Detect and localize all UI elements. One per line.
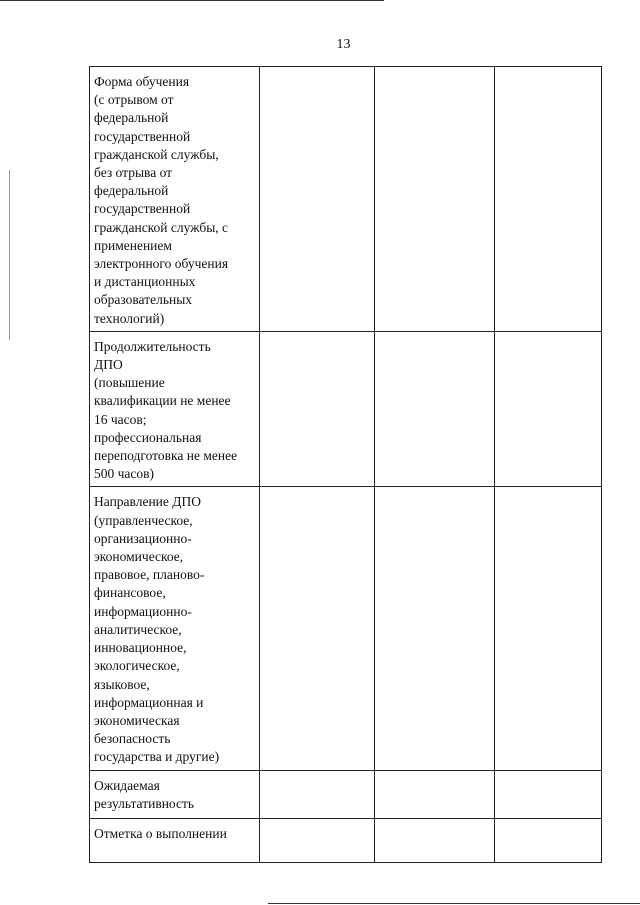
label-line: (с отрывом от	[94, 92, 174, 108]
empty-cell[interactable]	[260, 67, 375, 332]
label-line: безопасность	[94, 731, 171, 747]
empty-cell[interactable]	[260, 770, 375, 818]
label-line: экономическая	[94, 712, 180, 728]
label-line: профессиональная	[94, 429, 202, 445]
label-line: Отметка о выполнении	[94, 825, 227, 841]
label-line: 500 часов)	[94, 466, 155, 482]
label-line: 16 часов;	[94, 411, 147, 427]
scan-edge-left	[9, 170, 10, 340]
empty-cell[interactable]	[260, 818, 375, 862]
label-line: Направление ДПО	[94, 494, 201, 510]
label-line: государства и другие)	[94, 749, 220, 765]
label-line: информационная и	[94, 694, 204, 710]
empty-cell[interactable]	[495, 67, 602, 332]
empty-cell[interactable]	[495, 770, 602, 818]
label-line: квалификации не менее	[94, 393, 231, 409]
label-line: инновационное,	[94, 640, 187, 656]
scan-edge-top	[0, 0, 384, 1]
row-label-duration	[90, 331, 260, 487]
label-line: гражданской службы, с	[94, 219, 229, 235]
row-label-completion-mark	[90, 818, 260, 862]
row-label-direction	[90, 487, 260, 770]
label-line: гражданской службы,	[94, 146, 219, 162]
label-line: результативность	[94, 795, 195, 811]
row-label-expected-results	[90, 770, 260, 818]
empty-cell[interactable]	[495, 331, 602, 487]
table-row	[90, 770, 602, 818]
table-row	[90, 487, 602, 770]
label-line: технологий)	[94, 310, 165, 326]
empty-cell[interactable]	[375, 487, 495, 770]
label-line: образовательных	[94, 292, 193, 308]
empty-cell[interactable]	[495, 818, 602, 862]
empty-cell[interactable]	[260, 487, 375, 770]
table-row	[90, 331, 602, 487]
form-table	[89, 66, 602, 863]
label-line: Продолжительность	[94, 338, 211, 354]
label-line: (повышение	[94, 375, 165, 391]
empty-cell[interactable]	[375, 67, 495, 332]
label-line: Форма обучения	[94, 74, 190, 89]
empty-cell[interactable]	[375, 331, 495, 487]
label-line: информационно-	[94, 603, 192, 619]
label-line: правовое, планово-	[94, 567, 205, 583]
empty-cell[interactable]	[375, 818, 495, 862]
label-line: федеральной	[94, 183, 169, 199]
empty-cell[interactable]	[495, 487, 602, 770]
row-label-form-of-study	[90, 67, 260, 332]
label-line: государственной	[94, 128, 191, 144]
label-line: электронного обучения	[94, 256, 229, 272]
label-line: и дистанционных	[94, 274, 196, 290]
table-row	[90, 67, 602, 332]
label-line: (управленческое,	[94, 512, 193, 528]
label-line: без отрыва от	[94, 165, 173, 181]
label-line: экономическое,	[94, 549, 184, 565]
label-line: применением	[94, 237, 172, 253]
empty-cell[interactable]	[375, 770, 495, 818]
label-line: федеральной	[94, 110, 169, 126]
label-line: Ожидаемая	[94, 777, 160, 793]
label-line: переподготовка не менее	[94, 448, 238, 464]
scan-edge-bottom	[268, 903, 640, 904]
label-line: государственной	[94, 201, 191, 217]
empty-cell[interactable]	[260, 331, 375, 487]
label-line: языковое,	[94, 676, 150, 692]
page-number: 13	[336, 37, 351, 52]
label-line: финансовое,	[94, 585, 166, 601]
label-line: организационно-	[94, 530, 192, 546]
label-line: экологическое,	[94, 658, 180, 674]
label-line: ДПО	[94, 357, 123, 373]
table-row	[90, 818, 602, 862]
label-line: аналитическое,	[94, 621, 182, 637]
